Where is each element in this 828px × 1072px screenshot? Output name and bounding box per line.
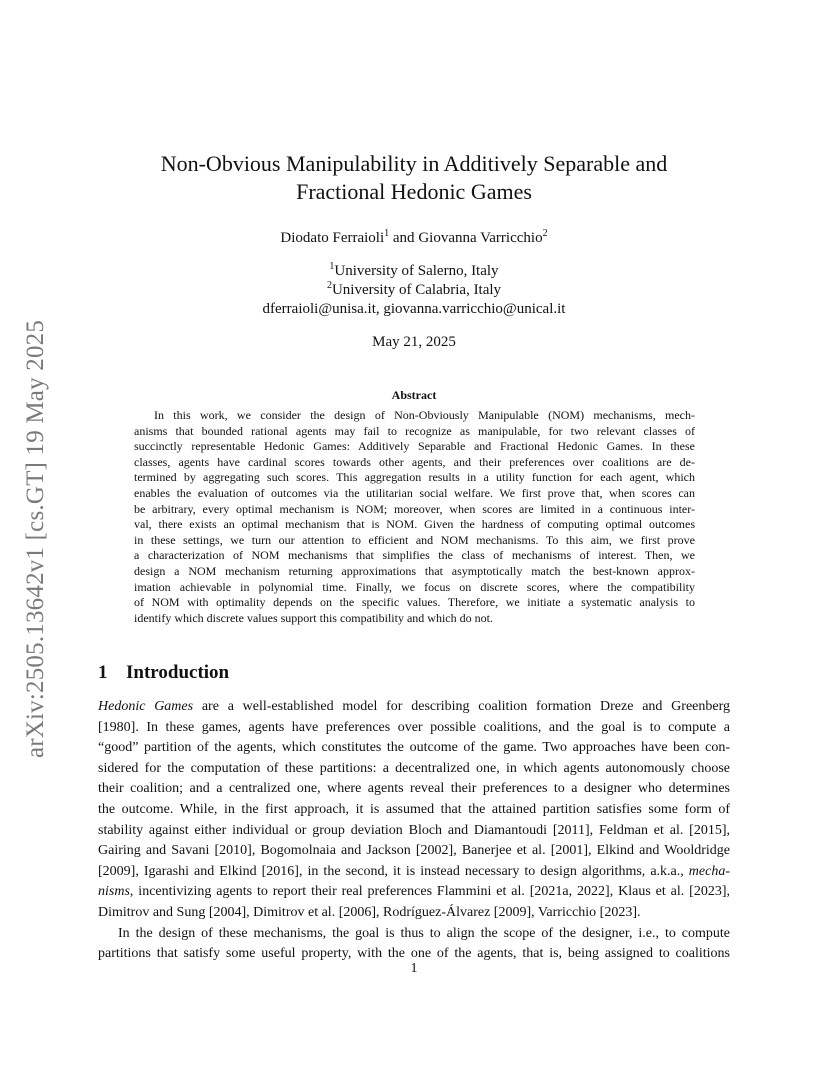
abstract-line: of NOM with optimality depends on the specific values. Therefore, we initiate a systematic analysis to xyxy=(134,595,695,610)
body-line: Gairing and Savani [2010], Bogomolnaia and Jackson [2002], Banerjee et al. [2001], Elkind and Wooldridge xyxy=(98,843,730,859)
affiliation-line xyxy=(100,262,728,281)
affil-mark: 2 xyxy=(326,280,332,291)
body-line xyxy=(98,697,730,718)
abstract-line: succinctly representable Hedonic Games: Additively Separable and Fractional Hedonic Games. In these xyxy=(134,439,695,454)
author-emails: dferraioli@unisa.it, giovanna.varricchio@unical.it xyxy=(262,301,566,317)
body-line: sidered for the computation of these partitions: a decentralized one, in which agents autonomously choose xyxy=(98,760,730,776)
abstract-line: imation achievable in polynomial time. Finally, we focus on discrete scores, where the compatibility xyxy=(134,579,695,594)
author-affil-mark: 2 xyxy=(542,228,548,239)
body-line: “good” partition of the agents, which constitutes the outcome of the game. Two approaches have been con- xyxy=(98,740,730,756)
abstract-line: In this work, we consider the design of Non-Obviously Manipulable (NOM) mechanisms, mech- xyxy=(154,408,695,422)
abstract-line: design a NOM mechanism returning approximations that asymptotically match the best-known approx- xyxy=(134,563,695,578)
abstract-line: termined by aggregating such scores. This aggregation results in a utility function for each agent, which xyxy=(134,470,695,485)
body-line: Dimitrov and Sung [2004], Dimitrov et al. [2006], Rodríguez-Álvarez [2009], Varricchio [2023]. xyxy=(98,904,641,920)
abstract-line: val, there exists an optimal mechanism that is NOM. Given the hardness of computing optimal outcomes xyxy=(134,517,695,532)
author-name: Diodato Ferraioli xyxy=(280,230,385,246)
abstract-line: classes, agents have cardinal scores towards other agents, and their preferences over coalitions are de- xyxy=(134,454,695,469)
emphasis-term: nisms xyxy=(98,884,130,900)
arxiv-identifier: arXiv:2505.13642v1 [cs.GT] 19 May 2025 xyxy=(22,319,49,759)
abstract-line: be arbitrary, every optimal mechanism is NOM; moreover, when scores are limited in a continuous inter- xyxy=(134,501,695,516)
arxiv-side-stamp xyxy=(14,299,58,779)
title-line-1: Non-Obvious Manipulability in Additively Separable and xyxy=(160,151,668,176)
body-line: stability against either individual or group deviation Bloch and Diamantoudi [2011], Feldman et al. [2015], xyxy=(98,822,730,838)
body-line xyxy=(98,882,730,903)
abstract-line: identify which discrete values support this compatibility and which do not. xyxy=(134,610,493,625)
emphasis-term: mecha- xyxy=(688,863,730,879)
author-name: Giovanna Varricchio xyxy=(418,230,543,246)
author-connector: and xyxy=(389,230,419,246)
body-text-span: [2009], Igarashi and Elkind [2016], in the second, it is instead necessary to design algorithms, a.k.a., xyxy=(98,863,689,879)
body-line xyxy=(98,862,730,883)
body-line: partitions that satisfy some useful property, with the one of the agents, that is, being assigned to coalitions xyxy=(98,946,730,962)
abstract-line: in these settings, we turn our attention to efficient and NOM mechanisms. To this aim, we first prove xyxy=(134,532,695,547)
emphasis-term: Hedonic Games xyxy=(98,699,194,714)
abstract-line: anisms that bounded rational agents may fail to recognize as manipulable, for two relevant classes of xyxy=(134,423,695,438)
section-number: 1 xyxy=(98,662,108,683)
body-line: their coalition; and a centralized one, where agents reveal their preferences to a designer who determines xyxy=(98,781,730,797)
abstract-body xyxy=(134,408,695,626)
paper-title xyxy=(100,150,728,206)
abstract-line: a characterization of NOM mechanisms that simplifies the class of mechanisms of interest. Then, we xyxy=(134,548,695,563)
paper-date: May 21, 2025 xyxy=(372,334,456,350)
body-line: the outcome. While, in the first approach, it is assumed that the attained partition satisfies some form of xyxy=(98,801,730,817)
body-text-span: , incentivizing agents to report their real preferences Flammini et al. [2021a, 2022], Klaus et al. [2023], xyxy=(129,884,730,900)
title-line-2: Fractional Hedonic Games xyxy=(296,179,532,204)
section-heading xyxy=(98,662,229,684)
abstract-heading: Abstract xyxy=(391,388,437,402)
section-title: Introduction xyxy=(126,662,230,683)
body-line: In the design of these mechanisms, the goal is thus to align the scope of the designer, i.e., to compute xyxy=(118,925,730,941)
affiliation-text: University of Calabria, Italy xyxy=(331,282,502,298)
page-number: 1 xyxy=(410,961,418,976)
affiliations xyxy=(100,262,728,319)
affil-mark: 1 xyxy=(329,261,335,272)
introduction-body xyxy=(98,697,730,965)
body-text-span: are a well-established model for describing coalition formation Dreze and Greenberg xyxy=(193,699,730,714)
affiliation-text: University of Salerno, Italy xyxy=(334,263,499,279)
body-line: [1980]. In these games, agents have preferences over possible coalitions, and the goal is to compute a xyxy=(98,719,730,735)
abstract-line: enables the evaluation of outcomes via the utilitarian social welfare. We first prove that, when scores can xyxy=(134,485,695,500)
author-affil-mark: 1 xyxy=(384,228,390,239)
author-list xyxy=(100,229,728,248)
affiliation-line xyxy=(100,281,728,300)
